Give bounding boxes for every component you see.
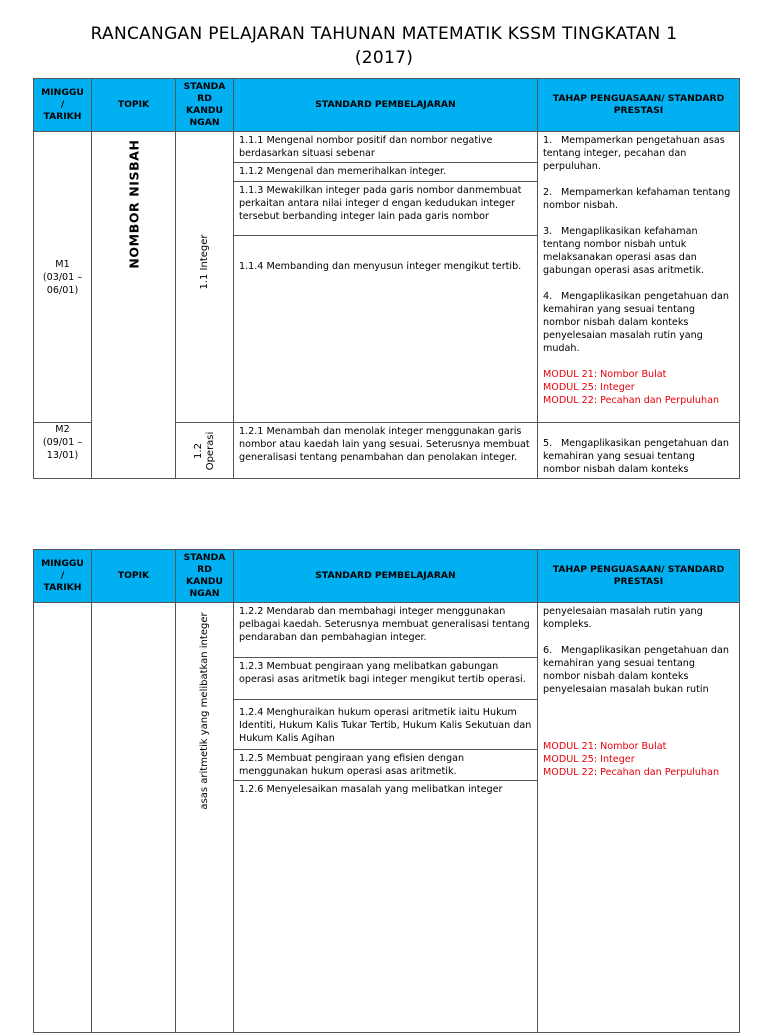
- minggu-week: M2: [55, 424, 70, 435]
- header-minggu: MINGGU / TARIKH: [34, 79, 92, 132]
- topik-cell: [92, 132, 176, 479]
- header-standard-pembelajaran: STANDARD PEMBELAJARAN: [234, 550, 538, 603]
- tahap-cell: [538, 132, 740, 423]
- tahap-cell: [538, 603, 740, 1033]
- sp-item: 1.1.3 Mewakilkan integer pada garis nombor danmembuat perkaitan antara nilai integer d engan kedudukan integer tersebut berbanding integer lain pada garis nombor: [234, 182, 537, 236]
- kandungan-cell: [176, 603, 234, 1033]
- tahap-cell: [538, 423, 740, 479]
- table-row: [34, 132, 740, 423]
- sp-item: 1.2.1 Menambah dan menolak integer menggunakan garis nombor atau kaedah lain yang sesuai. Seterusnya membuat generalisasi tentang penambahan dan penolakan integer.: [239, 426, 530, 463]
- modul-line: MODUL 25: Integer: [543, 382, 635, 393]
- document-title: [0, 22, 768, 70]
- minggu-date: (09/01 – 13/01): [42, 437, 83, 461]
- modul-line: MODUL 21: Nombor Bulat: [543, 369, 667, 380]
- plan-table-1: [33, 78, 740, 479]
- header-minggu: MINGGU / TARIKH: [34, 550, 92, 603]
- minggu-cell: [34, 132, 92, 423]
- header-tahap: TAHAP PENGUASAAN/ STANDARD PRESTASI: [538, 550, 740, 603]
- pembelajaran-cell: [234, 132, 538, 423]
- header-topik: TOPIK: [92, 79, 176, 132]
- modul-line: MODUL 22: Pecahan dan Perpuluhan: [543, 395, 720, 406]
- header-standard-pembelajaran: STANDARD PEMBELAJARAN: [234, 79, 538, 132]
- minggu-cell: [34, 603, 92, 1033]
- title-line-1: RANCANGAN PELAJARAN TAHUNAN MATEMATIK KSSM TINGKATAN 1: [90, 24, 678, 44]
- pembelajaran-cell: [234, 603, 538, 1033]
- sp-item: 1.1.1 Mengenal nombor positif dan nombor negative berdasarkan situasi sebenar: [234, 132, 537, 163]
- tahap-text: Mengaplikasikan pengetahuan dan kemahiran yang sesuai tentang nombor nisbah dalam konteks: [543, 438, 729, 475]
- header-row: [34, 550, 740, 603]
- topik-cell: [92, 603, 176, 1033]
- tahap-num: 5.: [543, 438, 553, 449]
- tahap-item: 1. Mempamerkan pengetahuan asas tentang integer, pecahan dan perpuluhan.: [543, 135, 725, 172]
- minggu-week: M1: [55, 258, 70, 270]
- modul-line: MODUL 25: Integer: [543, 754, 635, 765]
- sp-item: 1.2.2 Mendarab dan membahagi integer menggunakan pelbagai kaedah. Seterusnya membuat generalisasi tentang pendaraban dan pembahagian integer.: [234, 603, 537, 658]
- minggu-cell: [34, 423, 92, 479]
- sp-item: 1.2.4 Menghuraikan hukum operasi aritmetik iaitu Hukum Identiti, Hukum Kalis Tukar Tertib, Hukum Kalis Sekutuan dan Hukum Kalis Agihan: [234, 700, 537, 750]
- minggu-date: (03/01 – 06/01): [42, 271, 83, 296]
- kandungan-line-2: Operasi: [204, 431, 216, 470]
- tahap-item: penyelesaian masalah rutin yang kompleks.: [543, 606, 703, 630]
- kandungan-label: [193, 431, 217, 470]
- title-line-2: (2017): [354, 48, 414, 68]
- sp-item: 1.2.3 Membuat pengiraan yang melibatkan gabungan operasi asas aritmetik bagi integer mengikut tertib operasi.: [234, 658, 537, 700]
- plan-table-2: [33, 549, 740, 1033]
- tahap-item: 6. Mengaplikasikan pengetahuan dan kemahiran yang sesuai tentang nombor nisbah dalam konteks penyelesaian masalah bukan rutin: [543, 645, 729, 695]
- sp-item: 1.1.4 Membanding dan menyusun integer mengikut tertib.: [239, 261, 522, 272]
- kandungan-cell: [176, 423, 234, 479]
- tahap-item: 3. Mengaplikasikan kefahaman tentang nombor nisbah untuk melaksanakan operasi asas dan gabungan operasi asas aritmetik.: [543, 226, 705, 276]
- tahap-item: 2. Mempamerkan kefahaman tentang nombor nisbah.: [543, 187, 731, 211]
- kandungan-line-1: 1.2: [192, 442, 204, 459]
- sp-item: 1.1.2 Mengenal dan memerihalkan integer.: [234, 163, 537, 182]
- modul-line: MODUL 22: Pecahan dan Perpuluhan: [543, 767, 720, 778]
- kandungan-label: 1.1 Integer: [198, 234, 210, 290]
- table-row: [34, 603, 740, 1033]
- header-standard-kandungan: STANDA RD KANDU NGAN: [176, 79, 234, 132]
- header-standard-kandungan: STANDA RD KANDU NGAN: [176, 550, 234, 603]
- modul-line: MODUL 21: Nombor Bulat: [543, 741, 667, 752]
- sp-item: 1.2.6 Menyelesaikan masalah yang melibatkan integer: [239, 784, 503, 795]
- tahap-item: 4. Mengaplikasikan pengetahuan dan kemahiran yang sesuai tentang nombor nisbah dalam konteks penyelesaian masalah rutin yang mudah.: [543, 291, 729, 354]
- pembelajaran-cell: [234, 423, 538, 479]
- sp-item: 1.2.5 Membuat pengiraan yang efisien dengan menggunakan hukum operasi asas aritmetik.: [234, 750, 537, 781]
- topik-label: NOMBOR NISBAH: [126, 139, 141, 269]
- kandungan-cell: [176, 132, 234, 423]
- header-tahap: TAHAP PENGUASAAN/ STANDARD PRESTASI: [538, 79, 740, 132]
- kandungan-label: asas aritmetik yang melibatkan integer: [198, 612, 210, 810]
- header-topik: TOPIK: [92, 550, 176, 603]
- header-row: [34, 79, 740, 132]
